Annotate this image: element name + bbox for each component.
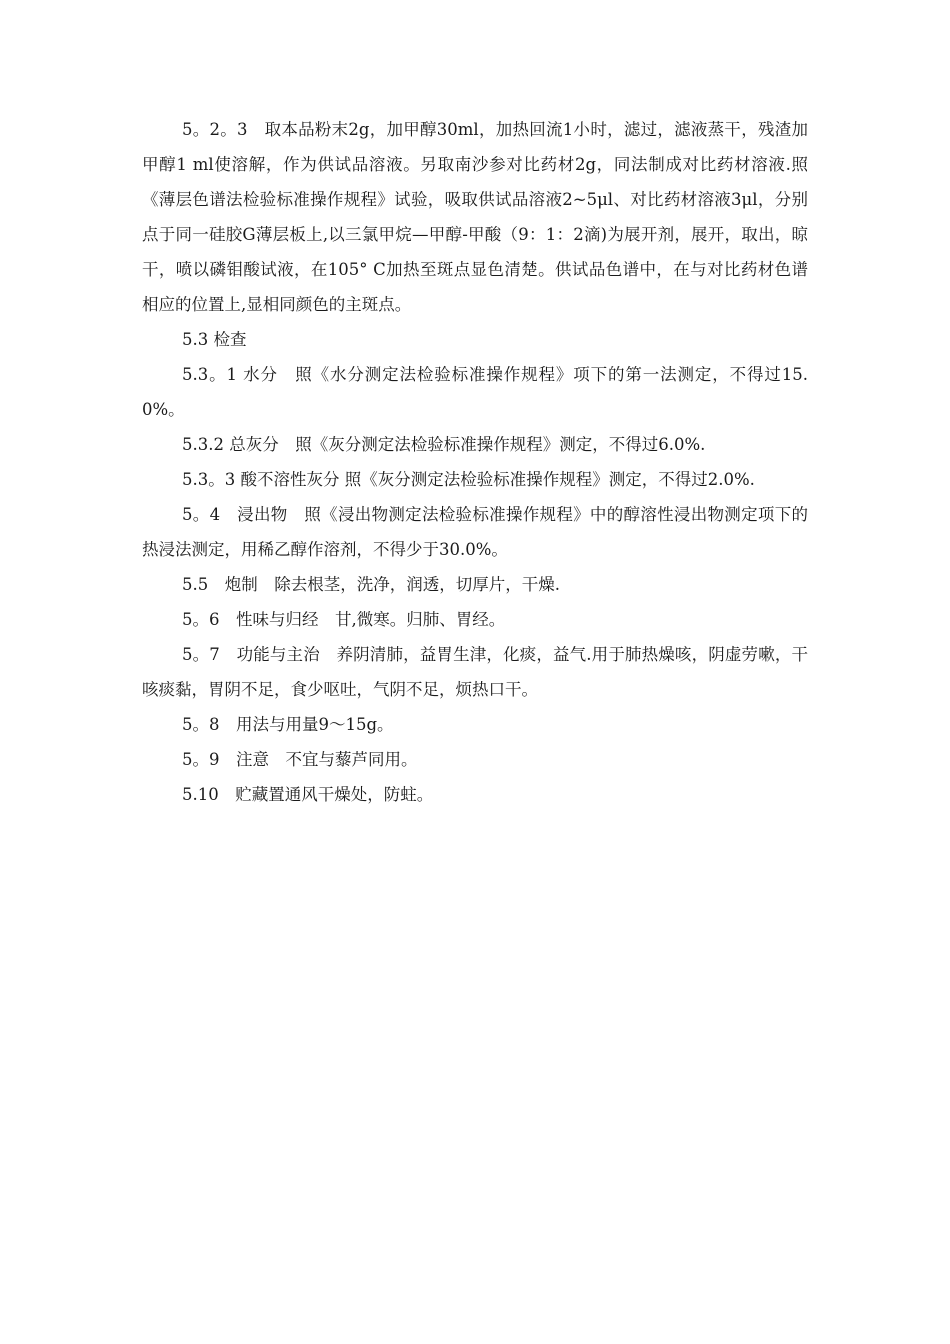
paragraph-5-9-caution: 5。9 注意 不宜与藜芦同用。 — [182, 750, 418, 769]
paragraph-5-3-1-moisture: 5.3。1 水分 照《水分测定法检验标准操作规程》项下的第一法测定，不得过15.0%。 — [142, 365, 808, 419]
section-heading-inspection: 5.3 检查 — [182, 330, 247, 349]
paragraph-5-7-functions: 5。7 功能与主治 养阴清肺，益胃生津，化痰，益气.用于肺热燥咳，阴虚劳嗽，干咳痰黏，胃阴不足，食少呕吐，气阴不足，烦热口干。 — [142, 645, 808, 699]
paragraph-5-10-storage: 5.10 贮藏置通风干燥处，防蛀。 — [182, 785, 434, 804]
paragraph-5-4-extract: 5。4 浸出物 照《浸出物测定法检验标准操作规程》中的醇溶性浸出物测定项下的热浸法测定，用稀乙醇作溶剂，不得少于30.0%。 — [142, 505, 808, 559]
paragraph-5-3-3-acid-insoluble-ash: 5.3。3 酸不溶性灰分 照《灰分测定法检验标准操作规程》测定，不得过2.0%. — [182, 470, 755, 489]
paragraph-5-8-dosage: 5。8 用法与用量9～15g。 — [182, 715, 394, 734]
paragraph-5-2-3-tlc: 5。2。3 取本品粉末2g，加甲醇30ml，加热回流1小时，滤过，滤液蒸干，残渣加甲醇1 ml使溶解，作为供试品溶液。另取南沙参对比药材2g，同法制成对比药材溶液.照《薄层色谱法检验标准操作规程》试验，吸取供试品溶液2~5μl、对比药材溶液3μl，分别点于同一硅胶G薄层板上,以三氯甲烷—甲醇-甲酸（9：1：2滴)为展开剂，展开，取出，晾干，喷以磷钼酸试液，在105° C加热至斑点显色清楚。供试品色谱中，在与对比药材色谱相应的位置上,显相同颜色的主斑点。 — [142, 120, 808, 314]
paragraph-5-6-nature-meridian: 5。6 性味与归经 甘,微寒。归肺、胃经。 — [182, 610, 506, 629]
paragraph-5-3-2-total-ash: 5.3.2 总灰分 照《灰分测定法检验标准操作规程》测定，不得过6.0%. — [182, 435, 706, 454]
document-body — [142, 112, 808, 812]
paragraph-5-5-processing: 5.5 炮制 除去根茎，洗净，润透，切厚片，干燥. — [182, 575, 560, 594]
